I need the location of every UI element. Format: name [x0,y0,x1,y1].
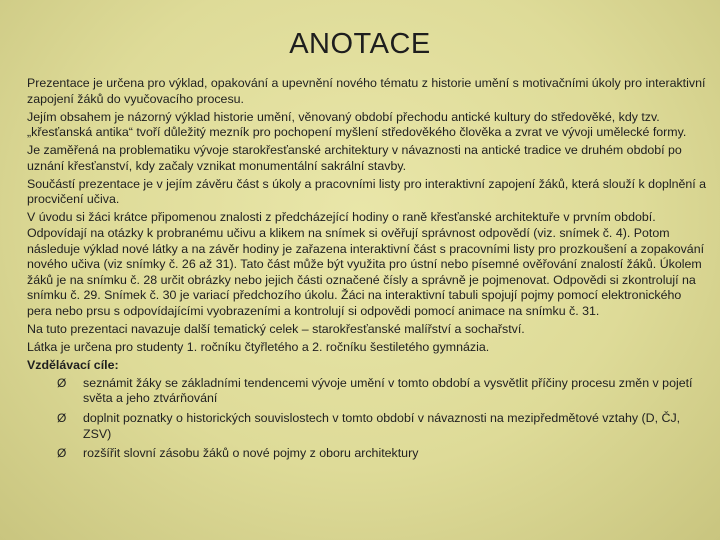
goal-text: seznámit žáky se základními tendencemi vývoje umění v tomto období a vysvětlit příčiny procesu změn v pojetí světa a jeho ztvárňování [83,375,693,406]
slide-content [27,76,707,466]
paragraph-lesson-flow: V úvodu si žáci krátce připomenou znalosti z předcházející hodiny o raně křesťanské architektuře v prvním období. Odpovídají na otázky k probranému učivu a klikem na snímek si ověřují správnost odpovědí (viz. snímek č. 4). Potom následuje výklad nové látky a na závěr hodiny je zařazena interaktivní část s pracovními listy pro prozkoušení a zopakování nového učiva (viz snímky č. 26 až 31). Tato část může být využita pro ústní nebo písemné ověřování znalostí žáků. Úkolem žáků je na snímku č. 28 určit obrázky nebo jejich části označené čísly a správně je pojmenovat. Odpovědi si zkontrolují na snímku č. 29. Snímek č. 30 je variací předchozího úkolu. Žáci na interaktivní tabuli spojují pojmy pomocí elektronického pera nebo prsu s odpovídajícími vyobrazeními a kontrolují si odpovědi pomocí animace na snímku č. 31. [27,210,705,318]
goal-text: doplnit poznatky o historických souvislostech v tomto období v návaznosti na mezipředmětové vztahy (D, ČJ, ZSV) [83,411,681,441]
arrow-bullet-icon: Ø [57,411,67,425]
goals-heading: Vzdělávací cíle: [27,357,119,372]
goal-text: rozšířit slovní zásobu žáků o nové pojmy z oboru architektury [83,446,419,461]
paragraph-focus: Je zaměřená na problematiku vývoje starokřesťanské architektury v návaznosti na antické tradice ve druhém období po uznání křesťanství, kdy začaly vznikat monumentální sakrální stavby. [27,143,682,173]
goal-item [27,376,707,407]
paragraph-content: Jejím obsahem je názorný výklad historie umění, věnovaný období přechodu antické kultury do středověké, kdy tzv. „křesťanská antika“ tvoří důležitý mezník pro pochopení myšlení středověkého člověka a zvrat ve vývoji umělecké formy. [27,109,687,140]
paragraph-purpose: Prezentace je určena pro výklad, opakování a upevnění nového tématu z historie umění s motivačními úkoly pro interaktivní zapojení žáků do vyučovacího procesu. [27,76,706,106]
arrow-bullet-icon: Ø [57,446,67,461]
arrow-bullet-icon: Ø [57,375,67,390]
goals-list [27,376,707,462]
paragraph-tasks: Součástí prezentace je v jejím závěru část s úkoly a pracovními listy pro interaktivní zapojení žáků, která slouží k doplnění a procvičení učiva. [27,176,707,207]
goal-item [27,446,707,462]
goal-item [27,411,707,442]
slide-title: ANOTACE [289,28,431,60]
paragraph-follow-up: Na tuto prezentaci navazuje další tematický celek – starokřesťanské malířství a sochařství. [27,321,525,336]
paragraph-audience: Látka je určena pro studenty 1. ročníku čtyřletého a 2. ročníku šestiletého gymnázia. [27,339,490,354]
